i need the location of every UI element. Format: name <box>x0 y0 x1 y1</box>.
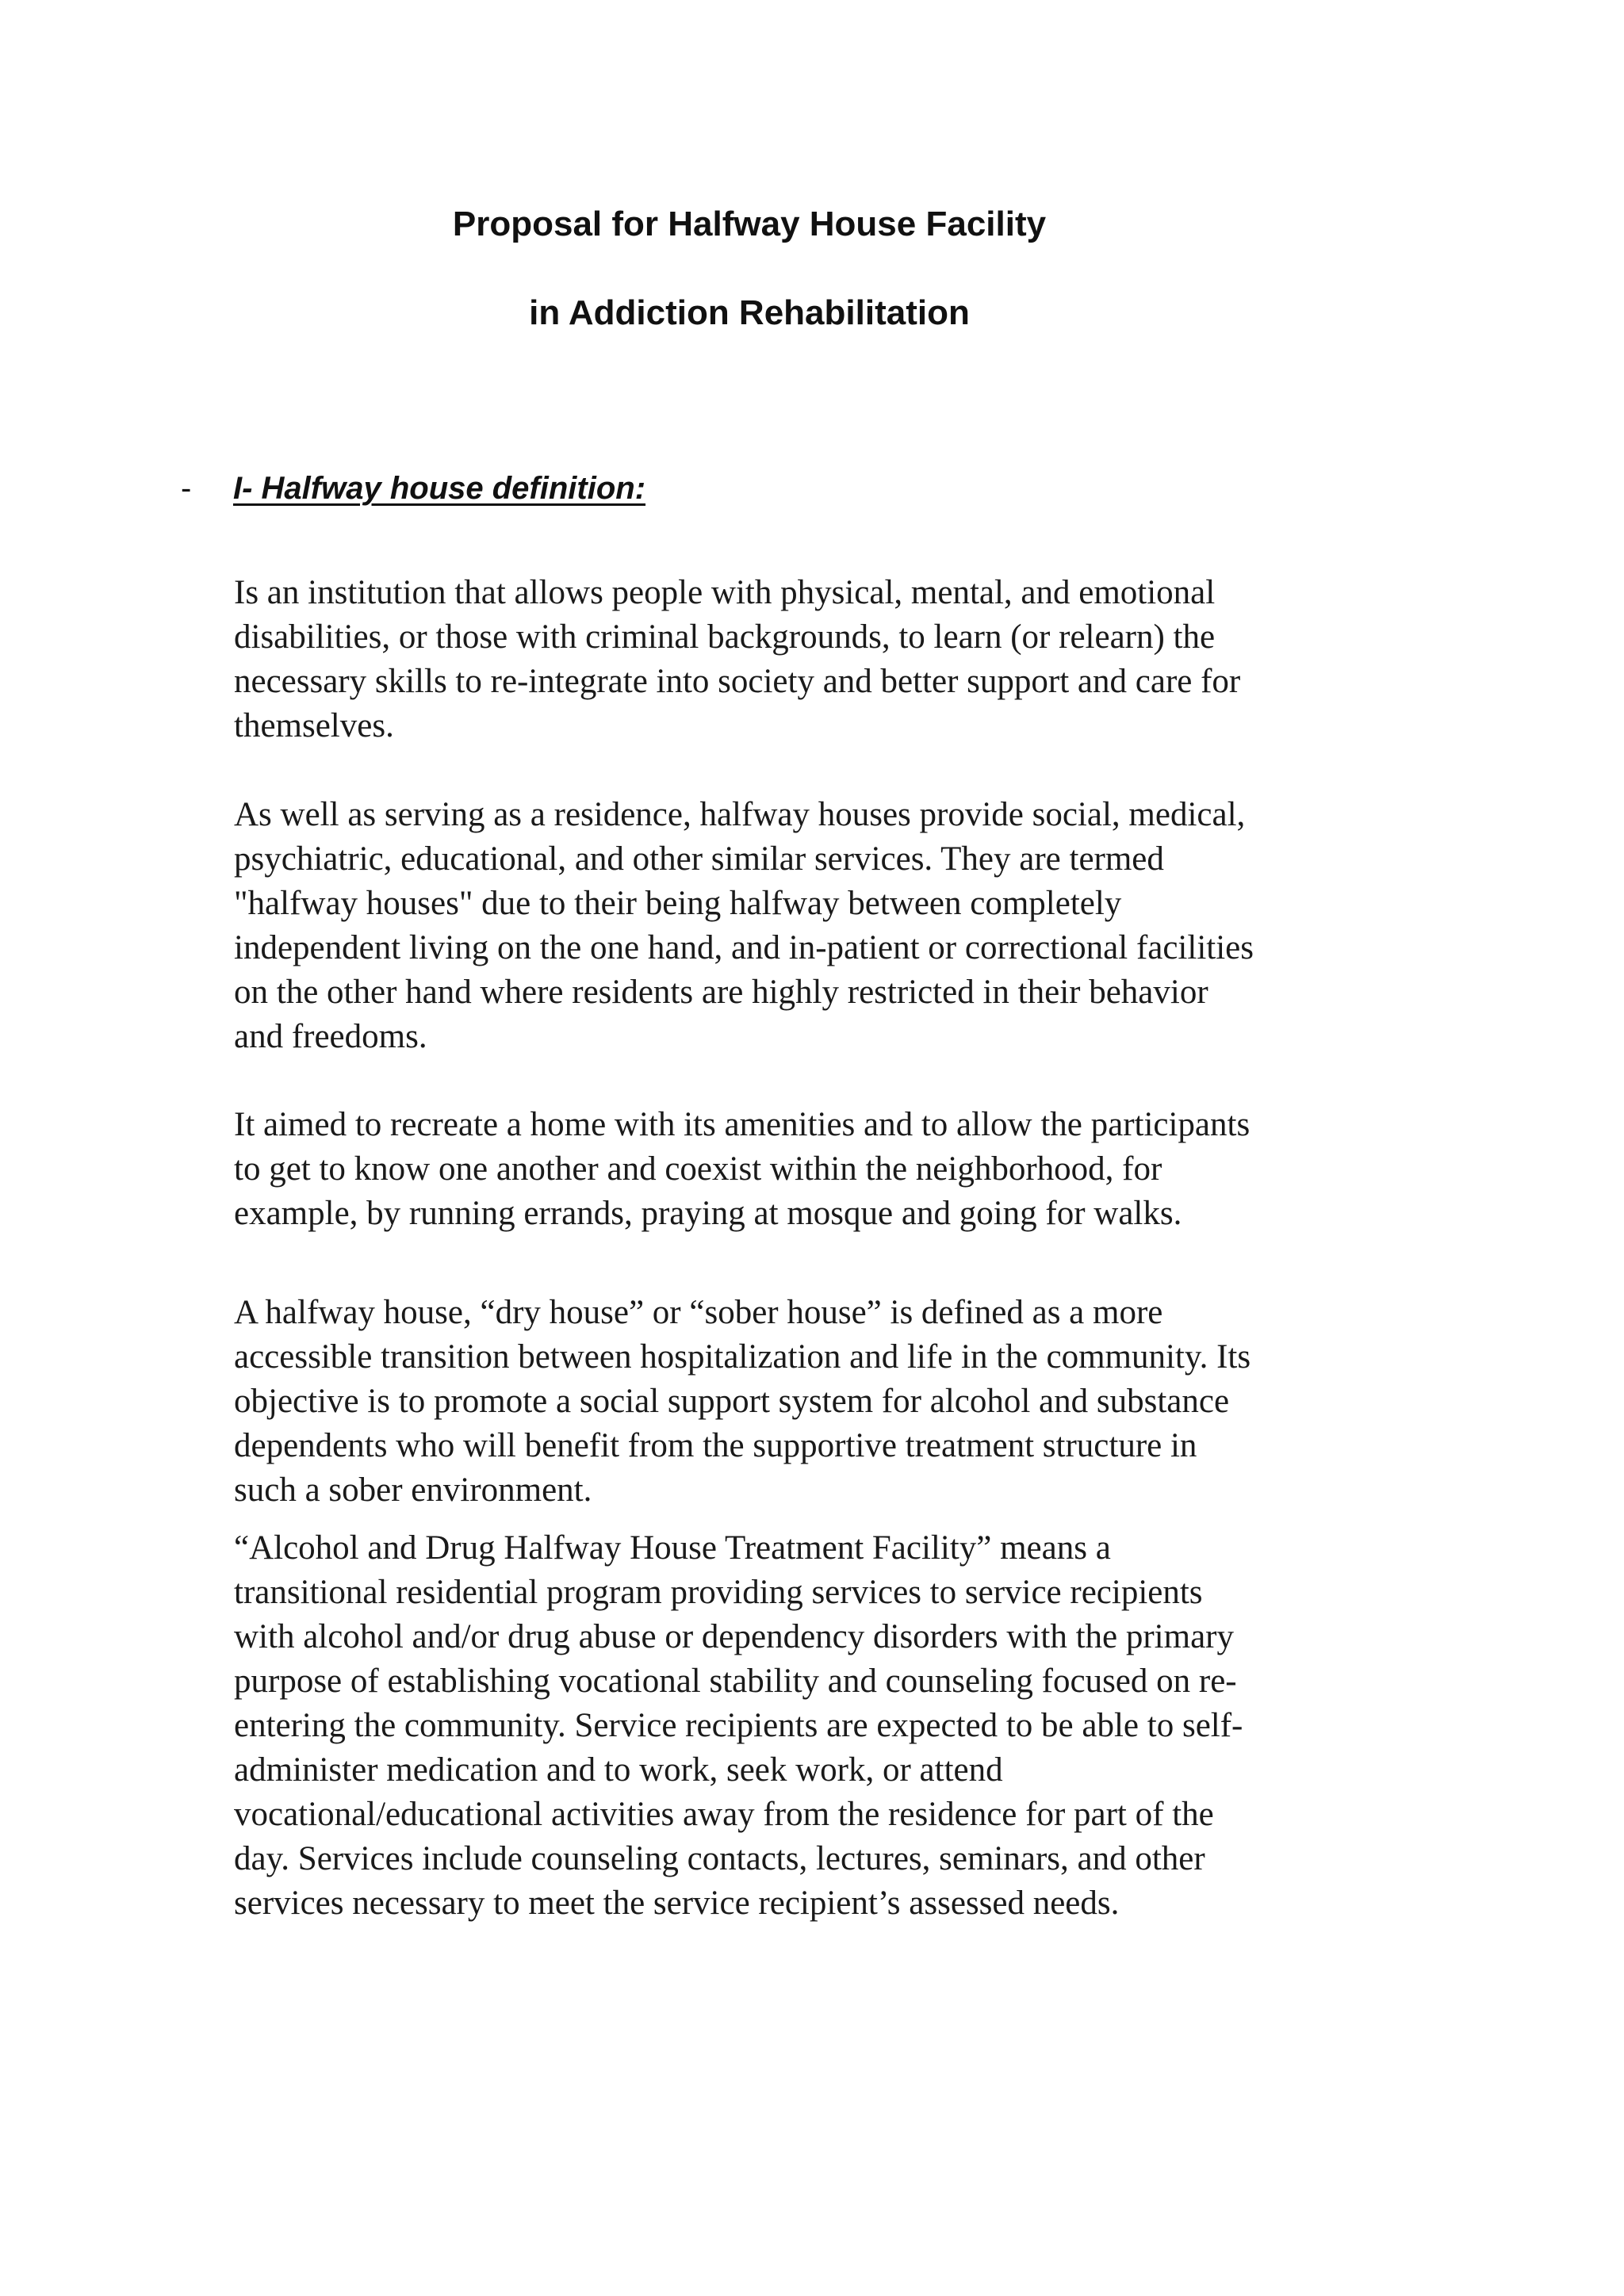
paragraph-line: independent living on the one hand, and in-patient or correctional facilities <box>234 929 1254 966</box>
paragraph-line: transitional residential program providing services to service recipients <box>234 1574 1203 1611</box>
paragraph-line: and freedoms. <box>234 1018 427 1055</box>
paragraph-line: entering the community. Service recipients are expected to be able to self- <box>234 1707 1243 1744</box>
paragraph-line: “Alcohol and Drug Halfway House Treatment Facility” means a <box>234 1529 1111 1567</box>
paragraph-treatment-facility <box>234 1526 1400 1926</box>
paragraph-line: example, by running errands, praying at mosque and going for walks. <box>234 1195 1182 1232</box>
paragraph-line: necessary skills to re-integrate into society and better support and care for <box>234 663 1241 700</box>
paragraph-line: purpose of establishing vocational stability and counseling focused on re- <box>234 1663 1237 1700</box>
paragraph-line: "halfway houses" due to their being halfway between completely <box>234 885 1122 922</box>
paragraph-line: on the other hand where residents are highly restricted in their behavior <box>234 974 1208 1011</box>
paragraph-line: accessible transition between hospitalization and life in the community. Its <box>234 1338 1251 1376</box>
paragraph-line: disabilities, or those with criminal backgrounds, to learn (or relearn) the <box>234 618 1216 656</box>
paragraph-line: dependents who will benefit from the supportive treatment structure in <box>234 1427 1197 1464</box>
paragraph-line: services necessary to meet the service recipient’s assessed needs. <box>234 1885 1120 1922</box>
paragraph-home <box>234 1103 1400 1236</box>
paragraph-line: administer medication and to work, seek work, or attend <box>234 1751 1003 1789</box>
paragraph-line: As well as serving as a residence, halfway houses provide social, medical, <box>234 796 1246 833</box>
paragraph-line: to get to know one another and coexist within the neighborhood, for <box>234 1150 1162 1188</box>
paragraph-line: themselves. <box>234 707 394 744</box>
list-bullet: - <box>181 471 192 506</box>
paragraph-line: Is an institution that allows people with physical, mental, and emotional <box>234 574 1216 611</box>
section-heading <box>181 468 645 509</box>
paragraph-line: psychiatric, educational, and other similar services. They are termed <box>234 840 1164 878</box>
section-heading-text: I- Halfway house definition: <box>233 471 646 506</box>
paragraph-line: objective is to promote a social support system for alcohol and substance <box>234 1383 1230 1420</box>
paragraph-line: such a sober environment. <box>234 1471 592 1509</box>
document-title-line-2: in Addiction Rehabilitation <box>529 293 970 332</box>
paragraph-line: with alcohol and/or drug abuse or dependency disorders with the primary <box>234 1618 1234 1655</box>
paragraph-services <box>234 793 1400 1059</box>
document-title-line-1: Proposal for Halfway House Facility <box>452 205 1047 243</box>
paragraph-sober-house <box>234 1291 1400 1513</box>
paragraph-line: A halfway house, “dry house” or “sober house” is defined as a more <box>234 1294 1163 1331</box>
paragraph-line: vocational/educational activities away from the residence for part of the <box>234 1796 1214 1833</box>
paragraph-definition <box>234 571 1400 748</box>
paragraph-line: It aimed to recreate a home with its amenities and to allow the participants <box>234 1106 1251 1143</box>
paragraph-line: day. Services include counseling contacts, lectures, seminars, and other <box>234 1840 1205 1877</box>
